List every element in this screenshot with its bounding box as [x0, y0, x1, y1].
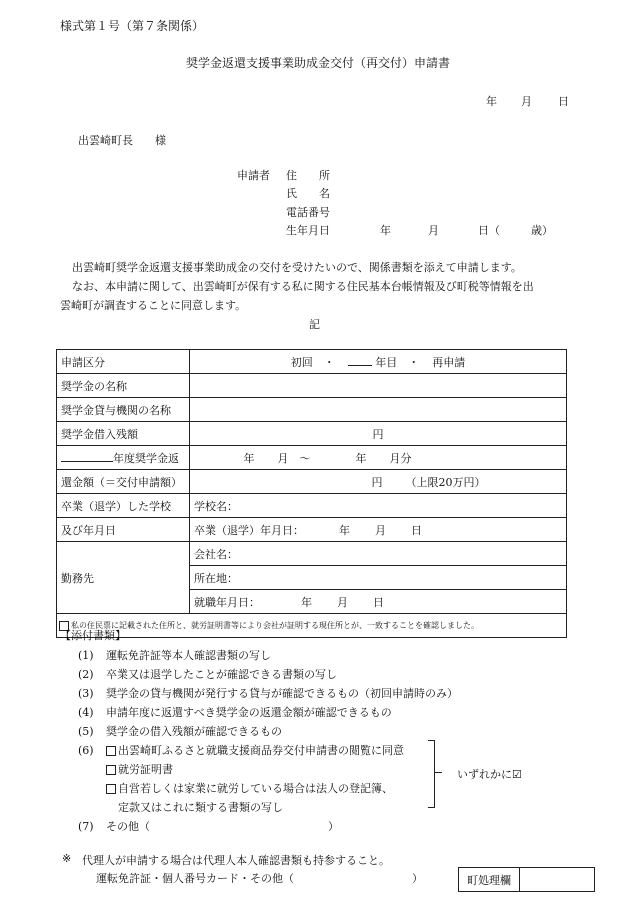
attachment-text: 奨学金の借入残額が確認できるもの	[106, 725, 282, 738]
row-confirmation	[57, 614, 567, 638]
confirmation-text: 私の住民票に記載された住所と、就労証明書等により会社が証明する現住所とが、一致することを確認しました。	[71, 621, 479, 630]
attachment-num: (3)	[78, 687, 94, 700]
addressee-honorific: 様	[155, 134, 166, 147]
attachment-item-6-option-2	[106, 761, 173, 777]
employer-label: 勤務先	[57, 542, 190, 614]
graduation-label-1: 卒業（退学）した学校	[57, 494, 190, 518]
company-label: 会社名：	[194, 547, 238, 561]
name-label: 氏 名	[286, 187, 330, 200]
row-graduation-date	[57, 518, 567, 542]
grad-year: 年	[339, 523, 350, 537]
row-category	[57, 350, 567, 374]
note-line2-text: 運転免許証・個人番号カード・その他（	[96, 872, 294, 885]
attachment-text: 申請年度に返還すべき奨学金の返還金額が確認できるもの	[106, 706, 392, 719]
date-day-label: 日	[558, 95, 569, 108]
row-annual-amount-value	[57, 470, 567, 494]
attachment-item-5	[78, 723, 282, 739]
scholarship-name-field[interactable]	[190, 374, 567, 398]
attachment-num: (6)	[78, 744, 94, 757]
hire-date-field[interactable]	[190, 590, 567, 614]
location-field[interactable]	[190, 566, 567, 590]
annual-yen: 円	[371, 475, 383, 489]
annual-label-1-text: 年度奨学金返	[113, 451, 179, 465]
grad-month: 月	[375, 523, 386, 537]
school-name-field[interactable]	[190, 494, 567, 518]
annual-amount-label-1	[57, 446, 190, 470]
birth-month: 月	[428, 224, 439, 237]
applicant-label: 申請者	[237, 169, 270, 182]
attachment-item-2	[78, 666, 337, 682]
hire-month: 月	[337, 595, 348, 609]
annual-amount-field[interactable]	[190, 470, 567, 494]
row-balance	[57, 422, 567, 446]
period-months: 月分	[389, 451, 412, 465]
consent-paragraph-line2: 雲崎町が調査することに同意します。	[60, 299, 247, 312]
hire-year: 年	[301, 595, 312, 609]
attachment-item-6-option-3	[106, 780, 393, 796]
attachment-text: 卒業又は退学したことが確認できる書類の写し	[106, 668, 337, 681]
note-mark: ※	[62, 852, 72, 865]
option-text: 定款又はこれに類する書類の写し	[118, 801, 283, 814]
attachment-text: 奨学金の貸与機関が発行する貸与が確認できるもの（初回申請時のみ）	[106, 687, 458, 700]
option-text: 出雲崎町ふるさと就職支援商品券交付申請書の閲覧に同意	[118, 744, 404, 757]
attachment-num: (5)	[78, 725, 94, 738]
form-number: 様式第１号（第７条関係）	[60, 19, 205, 33]
office-use-field[interactable]	[520, 868, 594, 891]
birth-label: 生年月日	[286, 224, 330, 237]
birth-day: 日（	[478, 224, 500, 237]
annual-period-field[interactable]	[190, 446, 567, 470]
attachment-item-4	[78, 704, 392, 720]
graduation-date-field[interactable]	[190, 518, 567, 542]
row-graduation-school	[57, 494, 567, 518]
other-label: その他（	[106, 820, 150, 833]
either-note: いずれかに☑	[457, 768, 522, 781]
option-checkbox[interactable]	[106, 765, 116, 775]
hire-day: 日	[373, 595, 384, 609]
option-checkbox[interactable]	[106, 784, 116, 794]
category-year: 年目 ・	[375, 355, 420, 369]
grad-day: 日	[411, 523, 422, 537]
period-year2: 年	[355, 451, 367, 465]
note-line2	[96, 870, 423, 886]
category-label: 申請区分	[57, 350, 190, 374]
balance-label: 奨学金借入残額	[57, 422, 190, 446]
row-annual-amount-period	[57, 446, 567, 470]
attachment-num: (1)	[78, 649, 94, 662]
document-title: 奨学金返還支援事業助成金交付（再交付）申請書	[186, 56, 451, 70]
office-use-label: 町処理欄	[459, 868, 520, 891]
confirmation-cell[interactable]	[57, 614, 567, 638]
other-close: ）	[328, 820, 339, 833]
phone-label: 電話番号	[286, 206, 330, 219]
hire-date-label: 就職年月日：	[194, 595, 260, 609]
request-paragraph: 出雲崎町奨学金返還支援事業助成金の交付を受けたいので、関係書類を添えて申請します。	[72, 261, 522, 274]
attachment-item-1	[78, 647, 271, 663]
annual-amount-label-2: 還金額（＝交付申請額）	[57, 470, 190, 494]
category-first: 初回 ・	[290, 355, 335, 369]
row-employer-company	[57, 542, 567, 566]
option-text: 自営若しくは家業に就労している場合は法人の登記簿、	[118, 782, 393, 795]
attachment-num: (7)	[78, 820, 94, 833]
attachment-item-3	[78, 685, 458, 701]
location-label: 所在地：	[194, 571, 238, 585]
date-year-label: 年	[486, 95, 497, 108]
attachment-num: (2)	[78, 668, 94, 681]
attachment-item-6-option-3-cont	[118, 799, 283, 815]
graduation-label-2: 及び年月日	[57, 518, 190, 542]
scholarship-name-label: 奨学金の名称	[57, 374, 190, 398]
annual-limit: （上限20万円）	[405, 475, 486, 489]
attachment-text: 運転免許証等本人確認書類の写し	[106, 649, 271, 662]
balance-yen: 円	[372, 427, 384, 441]
period-month1: 月 ～	[277, 451, 311, 465]
option-text: 就労証明書	[118, 763, 173, 776]
lender-name-field[interactable]	[190, 398, 567, 422]
address-label: 住 所	[286, 169, 330, 182]
attachment-num: (4)	[78, 706, 94, 719]
row-scholarship-name	[57, 374, 567, 398]
date-month-label: 月	[521, 95, 532, 108]
category-options[interactable]	[190, 350, 567, 374]
school-name-label: 学校名：	[194, 499, 238, 513]
age-label: 歳）	[531, 224, 553, 237]
office-use-box	[458, 867, 595, 892]
attachment-item-6	[78, 742, 404, 758]
fiscal-year-blank[interactable]	[61, 450, 113, 462]
graduation-date-label: 卒業（退学）年月日：	[194, 523, 304, 537]
company-field[interactable]	[190, 542, 567, 566]
lender-name-label: 奨学金貸与機関の名称	[57, 398, 190, 422]
consent-paragraph-line1: なお、本申請に関して、出雲崎町が保有する私に関する住民基本台帳情報及び町税等情報を出	[72, 280, 534, 293]
note-line2-close: ）	[412, 872, 423, 885]
balance-field[interactable]	[190, 422, 567, 446]
ki-heading: 記	[309, 318, 320, 331]
row-lender-name	[57, 398, 567, 422]
note-line1: 代理人が申請する場合は代理人本人確認書類も持参すること。	[82, 854, 390, 867]
application-table	[56, 349, 567, 638]
category-reapply: 再申請	[432, 355, 466, 369]
brace-icon	[428, 740, 435, 808]
attachments-heading: 【添付書類】	[60, 629, 126, 642]
birth-year: 年	[380, 224, 391, 237]
period-year1: 年	[243, 451, 255, 465]
addressee: 出雲崎町長	[78, 134, 133, 147]
attachment-item-7	[78, 818, 339, 834]
category-year-blank[interactable]	[348, 354, 372, 366]
brace-tick	[434, 772, 442, 773]
option-checkbox[interactable]	[106, 746, 116, 756]
